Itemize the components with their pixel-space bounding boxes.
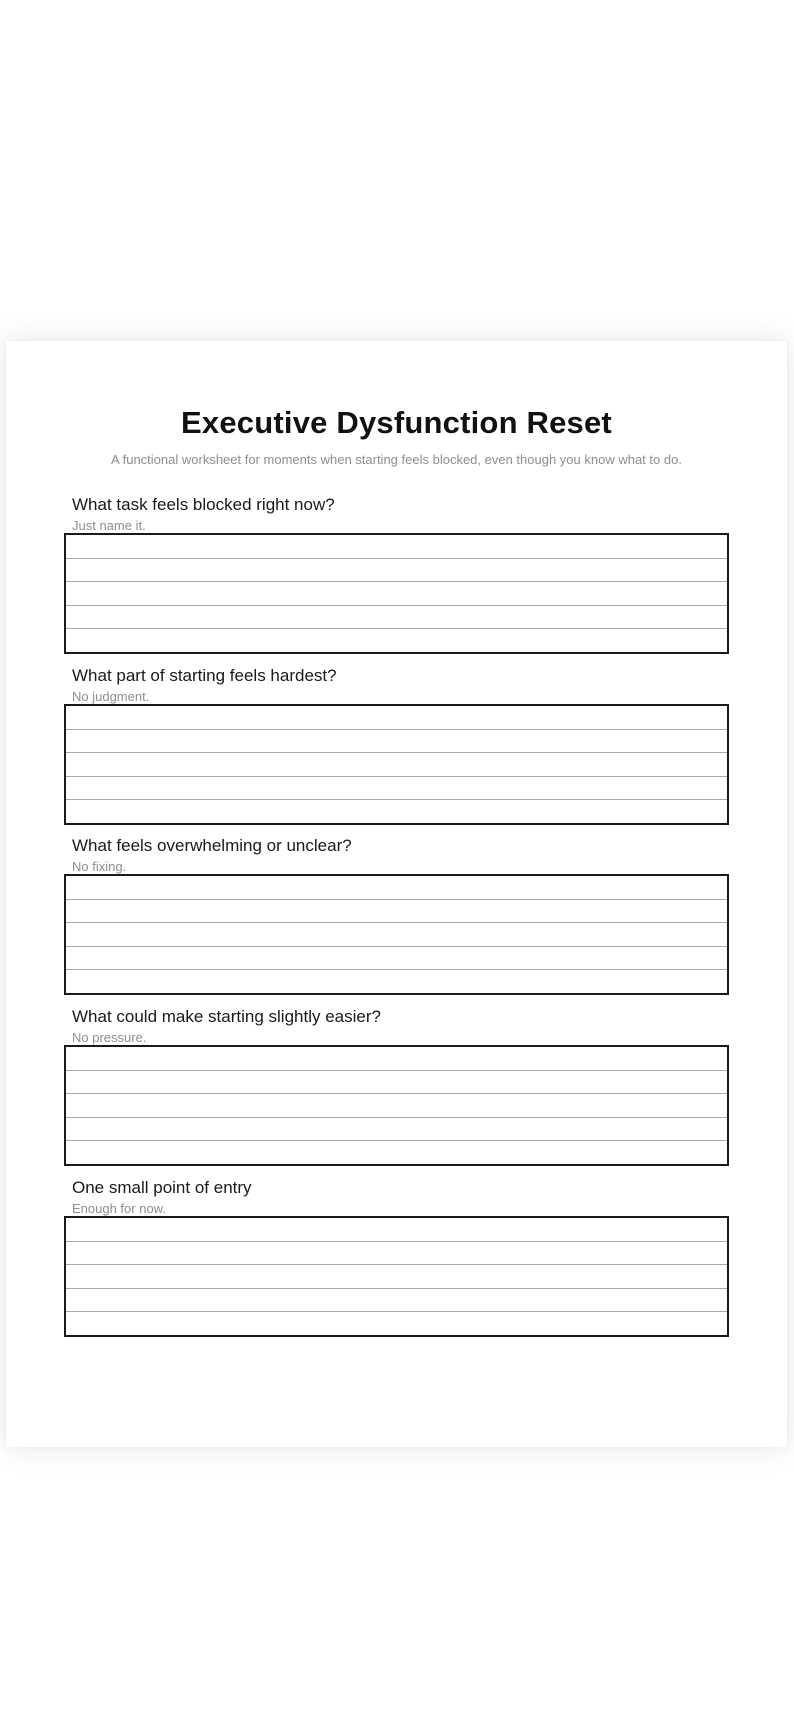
- section-hint: Enough for now.: [72, 1201, 166, 1216]
- answer-box[interactable]: [64, 1216, 729, 1337]
- worksheet-subtitle: A functional worksheet for moments when starting feels blocked, even though you know what to do.: [111, 452, 682, 467]
- answer-line[interactable]: [66, 876, 727, 900]
- answer-line[interactable]: [66, 1071, 727, 1095]
- answer-line[interactable]: [66, 606, 727, 630]
- answer-line[interactable]: [66, 1289, 727, 1313]
- answer-box[interactable]: [64, 704, 729, 825]
- answer-line[interactable]: [66, 559, 727, 583]
- answer-line[interactable]: [66, 730, 727, 754]
- answer-line[interactable]: [66, 900, 727, 924]
- section-question: What feels overwhelming or unclear?: [72, 836, 352, 855]
- answer-line[interactable]: [66, 1094, 727, 1118]
- answer-line[interactable]: [66, 1218, 727, 1242]
- answer-line[interactable]: [66, 582, 727, 606]
- section-question: One small point of entry: [72, 1178, 252, 1197]
- worksheet-title: Executive Dysfunction Reset: [181, 405, 612, 440]
- worksheet-page: [6, 341, 787, 1447]
- answer-line[interactable]: [66, 800, 727, 823]
- answer-line[interactable]: [66, 1118, 727, 1142]
- section-question: What could make starting slightly easier?: [72, 1007, 381, 1026]
- section-hint: No judgment.: [72, 689, 150, 704]
- answer-box[interactable]: [64, 1045, 729, 1166]
- answer-line[interactable]: [66, 1312, 727, 1335]
- section-question: What part of starting feels hardest?: [72, 666, 337, 685]
- answer-line[interactable]: [66, 947, 727, 971]
- answer-line[interactable]: [66, 777, 727, 801]
- answer-line[interactable]: [66, 1047, 727, 1071]
- answer-box[interactable]: [64, 874, 729, 995]
- answer-line[interactable]: [66, 706, 727, 730]
- section-hint: No pressure.: [72, 1030, 147, 1045]
- answer-line[interactable]: [66, 1265, 727, 1289]
- answer-line[interactable]: [66, 923, 727, 947]
- answer-line[interactable]: [66, 753, 727, 777]
- section-hint: No fixing.: [72, 859, 127, 874]
- answer-line[interactable]: [66, 629, 727, 652]
- answer-line[interactable]: [66, 1141, 727, 1164]
- answer-line[interactable]: [66, 535, 727, 559]
- answer-box[interactable]: [64, 533, 729, 654]
- section-hint: Just name it.: [72, 518, 146, 533]
- section-question: What task feels blocked right now?: [72, 495, 335, 514]
- answer-line[interactable]: [66, 970, 727, 993]
- answer-line[interactable]: [66, 1242, 727, 1266]
